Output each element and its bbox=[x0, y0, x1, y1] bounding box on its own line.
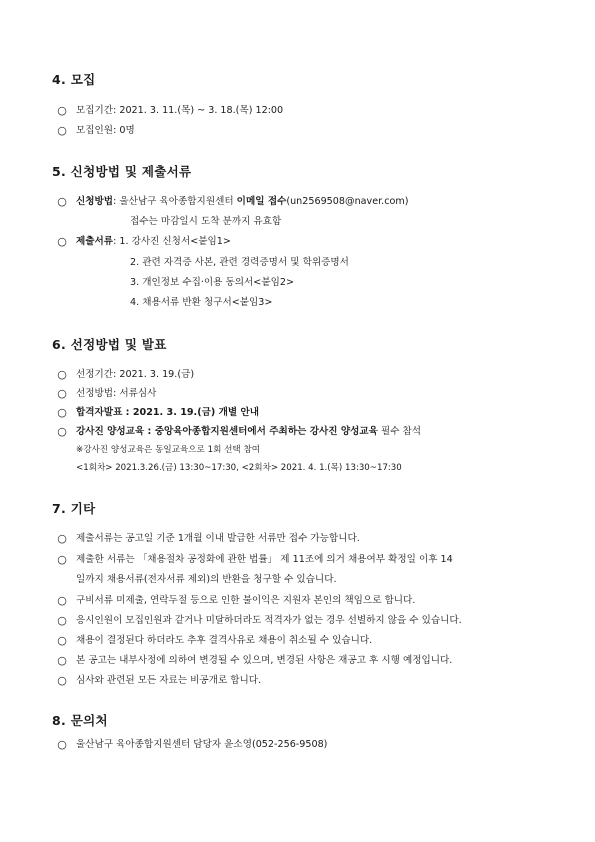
section-title-recruitment: 4. 모집 bbox=[52, 72, 96, 87]
bullet-icon: ○ bbox=[57, 614, 67, 627]
docs-item-2: 2. 관련 자격증 사본, 관련 경력증명서 및 학위증명서 bbox=[130, 257, 349, 268]
docs-item-3: 3. 개인정보 수집·이용 동의서<붙임2> bbox=[130, 277, 295, 288]
misc-line-5: 채용이 결정된다 하더라도 추후 결격사유로 채용이 취소될 수 있습니다. bbox=[76, 635, 373, 646]
result-announcement: 합격자발표 : 2021. 3. 19.(금) 개별 안내 bbox=[76, 407, 259, 418]
section-title-misc: 7. 기타 bbox=[52, 501, 96, 516]
training-bold-text: 강사진 양성교육 : 중앙육아종합지원센터에서 주최하는 강사진 양성교육 bbox=[76, 426, 378, 437]
bullet-icon: ○ bbox=[57, 406, 67, 419]
misc-line-7: 심사와 관련된 모든 자료는 비공개로 합니다. bbox=[76, 675, 262, 686]
misc-line-3: 구비서류 미제출, 연락두절 등으로 인한 불이익은 지원자 본인의 책임으로 합니다. bbox=[76, 595, 416, 606]
misc-line-1: 제출서류는 공고일 기준 1개월 이내 발급한 서류만 접수 가능합니다. bbox=[76, 533, 360, 544]
docs-first-line bbox=[76, 235, 231, 249]
misc-line-2: 제출한 서류는 「채용절차 공정화에 관한 법률」 제 11조에 의거 채용여부 확정일 이후 14 bbox=[76, 554, 453, 565]
bullet-icon: ○ bbox=[57, 368, 67, 381]
bullet-icon: ○ bbox=[57, 195, 67, 208]
bullet-icon: ○ bbox=[57, 738, 67, 751]
training-requirement bbox=[76, 425, 421, 439]
recruit-count: 모집인원: 0명 bbox=[76, 125, 135, 136]
apply-method bbox=[76, 195, 408, 209]
contact-info: 울산남구 육아종합지원센터 담당자 윤소영(052-256-9508) bbox=[76, 739, 328, 750]
apply-deadline-note: 접수는 마감일시 도착 분까지 유효함 bbox=[130, 216, 282, 227]
selection-method: 선정방법: 서류심사 bbox=[76, 388, 157, 399]
bullet-icon: ○ bbox=[57, 674, 67, 687]
recruit-period: 모집기간: 2021. 3. 11.(목) ~ 3. 18.(목) 12:00 bbox=[76, 105, 284, 116]
training-schedule: <1회차> 2021.3.26.(금) 13:30~17:30, <2회차> 2021. 4. 1.(목) 13:30~17:30 bbox=[76, 463, 402, 473]
training-rest-text: 필수 참석 bbox=[377, 426, 422, 437]
bullet-icon: ○ bbox=[57, 634, 67, 647]
apply-method-email-label: 이메일 접수 bbox=[236, 196, 287, 207]
docs-item-1: : 1. 강사진 신청서<붙임1> bbox=[113, 236, 231, 247]
bullet-icon: ○ bbox=[57, 104, 67, 117]
apply-email-address: (un2569508@naver.com) bbox=[286, 196, 409, 207]
section-title-contact: 8. 문의처 bbox=[52, 713, 108, 728]
bullet-icon: ○ bbox=[57, 235, 67, 248]
bullet-icon: ○ bbox=[57, 124, 67, 137]
bullet-icon: ○ bbox=[57, 654, 67, 667]
section-title-application: 5. 신청방법 및 제출서류 bbox=[52, 164, 192, 179]
misc-line-6: 본 공고는 내부사정에 의하여 변경될 수 있으며, 변경된 사항은 재공고 후 시행 예정입니다. bbox=[76, 655, 453, 666]
section-title-selection: 6. 선정방법 및 발표 bbox=[52, 337, 167, 352]
bullet-icon: ○ bbox=[57, 594, 67, 607]
misc-line-2-continued: 일까지 채용서류(전자서류 제외)의 반환을 청구할 수 있습니다. bbox=[76, 574, 337, 585]
bullet-icon: ○ bbox=[57, 532, 67, 545]
selection-period: 선정기간: 2021. 3. 19.(금) bbox=[76, 369, 195, 380]
bullet-icon: ○ bbox=[57, 553, 67, 566]
docs-item-4: 4. 채용서류 반환 청구서<붙임3> bbox=[130, 297, 273, 308]
training-note: ※강사진 양성교육은 동일교육으로 1회 선택 참여 bbox=[76, 445, 261, 455]
bullet-icon: ○ bbox=[57, 387, 67, 400]
bullet-icon: ○ bbox=[57, 425, 67, 438]
docs-label: 제출서류 bbox=[76, 236, 114, 247]
apply-method-label: 신청방법 bbox=[76, 196, 114, 207]
apply-method-text: : 울산남구 육아종합지원센터 bbox=[113, 196, 237, 207]
misc-line-4: 응시인원이 모집인원과 같거나 미달하더라도 적격자가 없는 경우 선별하지 않을 수 있습니다. bbox=[76, 615, 462, 626]
